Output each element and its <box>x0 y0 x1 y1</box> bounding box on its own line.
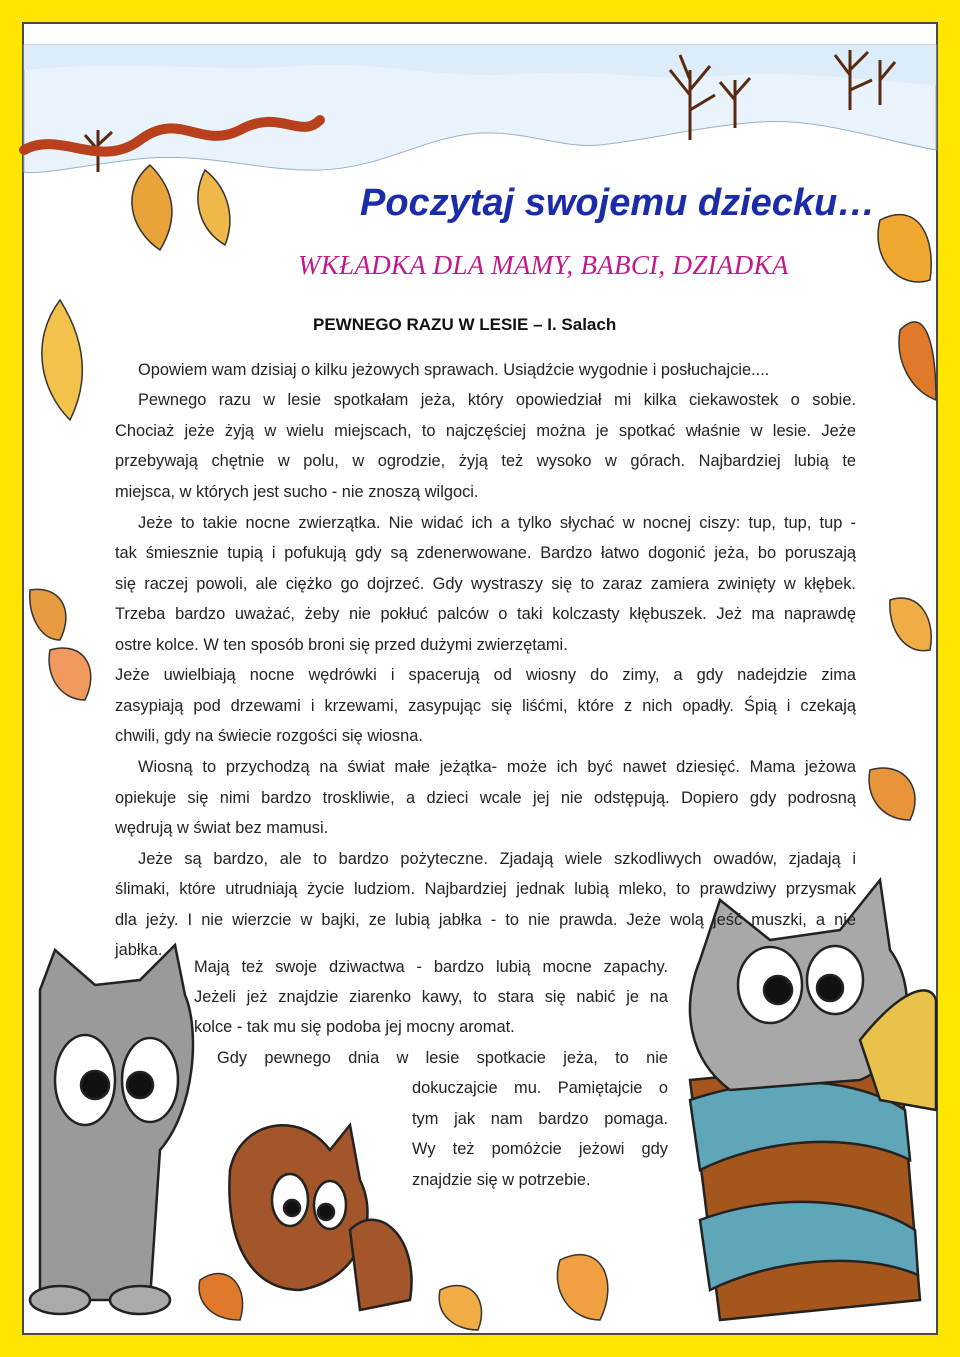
story-line: Jeże uwielbiają nocne wędrówki i spacerują od wiosny do zimy, a gdy nadejdzie zima <box>115 666 856 684</box>
story-line: ślimaki, które utrudniają życie ludziom. Najbardziej jednak lubią mleko, to prawdziwy przysmak <box>115 880 856 898</box>
story-line: Mają też swoje dziwactwa - bardzo lubią mocne zapachy. <box>194 958 668 976</box>
story-line: przebywają chętnie w polu, w ogrodzie, żyją też wysoko w górach. Najbardziej lubią te <box>115 452 856 470</box>
story-line: się raczej powoli, ale ciężko go dojrzeć. Gdy wystraszy się to zaraz zamiera zwinięty w kłębek. <box>115 575 856 593</box>
story-line: Gdy pewnego dnia w lesie spotkacie jeża, to nie <box>217 1049 668 1067</box>
story-title: PEWNEGO RAZU W LESIE – I. Salach <box>313 315 617 334</box>
story-line: Wiosną to przychodzą na świat małe jeżątka- może ich być nawet dziesięć. Mama jeżowa <box>138 758 856 776</box>
story-line: dla jeży. I nie wierzcie w bajki, ze lubią jabłka - to nie prawda. Jeże wolą jeść muszki, a nie <box>115 911 856 929</box>
story-line: miejsca, w których jest sucho - nie znoszą wilgoci. <box>115 483 479 501</box>
story-line: tym jak nam bardzo pomaga. <box>412 1110 668 1128</box>
story-line: Chociaż jeże żyją w wielu miejscach, to najczęściej można je spotkać właśnie w lesie. Jeże <box>115 422 856 440</box>
story-line: Opowiem wam dzisiaj o kilku jeżowych sprawach. Usiądźcie wygodnie i posłuchajcie.... <box>138 361 770 379</box>
barrel-cat-illustration <box>690 880 936 1320</box>
grey-cat-illustration <box>30 945 193 1314</box>
story-line: dokuczajcie mu. Pamiętajcie o <box>412 1079 668 1097</box>
story-line: tak śmiesznie tupią i pofukują gdy są zdenerwowane. Bardzo łatwo dogonić jeża, bo poruszają <box>115 544 856 562</box>
story-line: chwili, gdy na świecie rozgości się wiosna. <box>115 727 423 745</box>
story-line: Wy też pomóżcie jeżowi gdy <box>412 1140 668 1158</box>
story-line: Jeże są bardzo, ale to bardzo pożyteczne. Zjadają wiele szkodliwych owadów, zjadają i <box>138 850 856 868</box>
story-line: Trzeba bardzo uważać, żeby nie pokłuć palców o taki kolczasty kłębuszek. Jeż ma naprawdę <box>115 605 856 623</box>
page-title: Poczytaj swojemu dziecku… <box>360 182 876 224</box>
brown-cat-illustration <box>229 1125 411 1310</box>
insert-subtitle: WKŁADKA DLA MAMY, BABCI, DZIADKA <box>298 250 789 280</box>
story-line: jabłka. <box>115 941 163 959</box>
story-line: Jeże to takie nocne zwierzątka. Nie widać ich a tylko słychać w nocnej ciszy: tup, tup, tup - <box>138 514 856 532</box>
story-line: kolce - tak mu się podoba jej mocny aromat. <box>194 1018 515 1036</box>
story-line: Pewnego razu w lesie spotkałam jeża, który opowiedział mi kilka ciekawostek o sobie. <box>138 391 856 409</box>
story-line: znajdzie się w potrzebie. <box>412 1171 591 1189</box>
story-line: opiekuje się nimi bardzo troskliwie, a dzieci wcale jej nie odstępują. Dopiero gdy podrosną <box>115 789 856 807</box>
story-line: ostre kolce. W ten sposób broni się przed dużymi zwierzętami. <box>115 636 568 654</box>
story-line: zasypiają pod drzewami i krzewami, zasypując się liśćmi, które z nich opadły. Śpią i czekają <box>115 697 856 715</box>
story-line: Jeżeli jeż znajdzie ziarenko kawy, to stara się nabić je na <box>194 988 668 1006</box>
story-line: wędrują w świat bez mamusi. <box>115 819 329 837</box>
